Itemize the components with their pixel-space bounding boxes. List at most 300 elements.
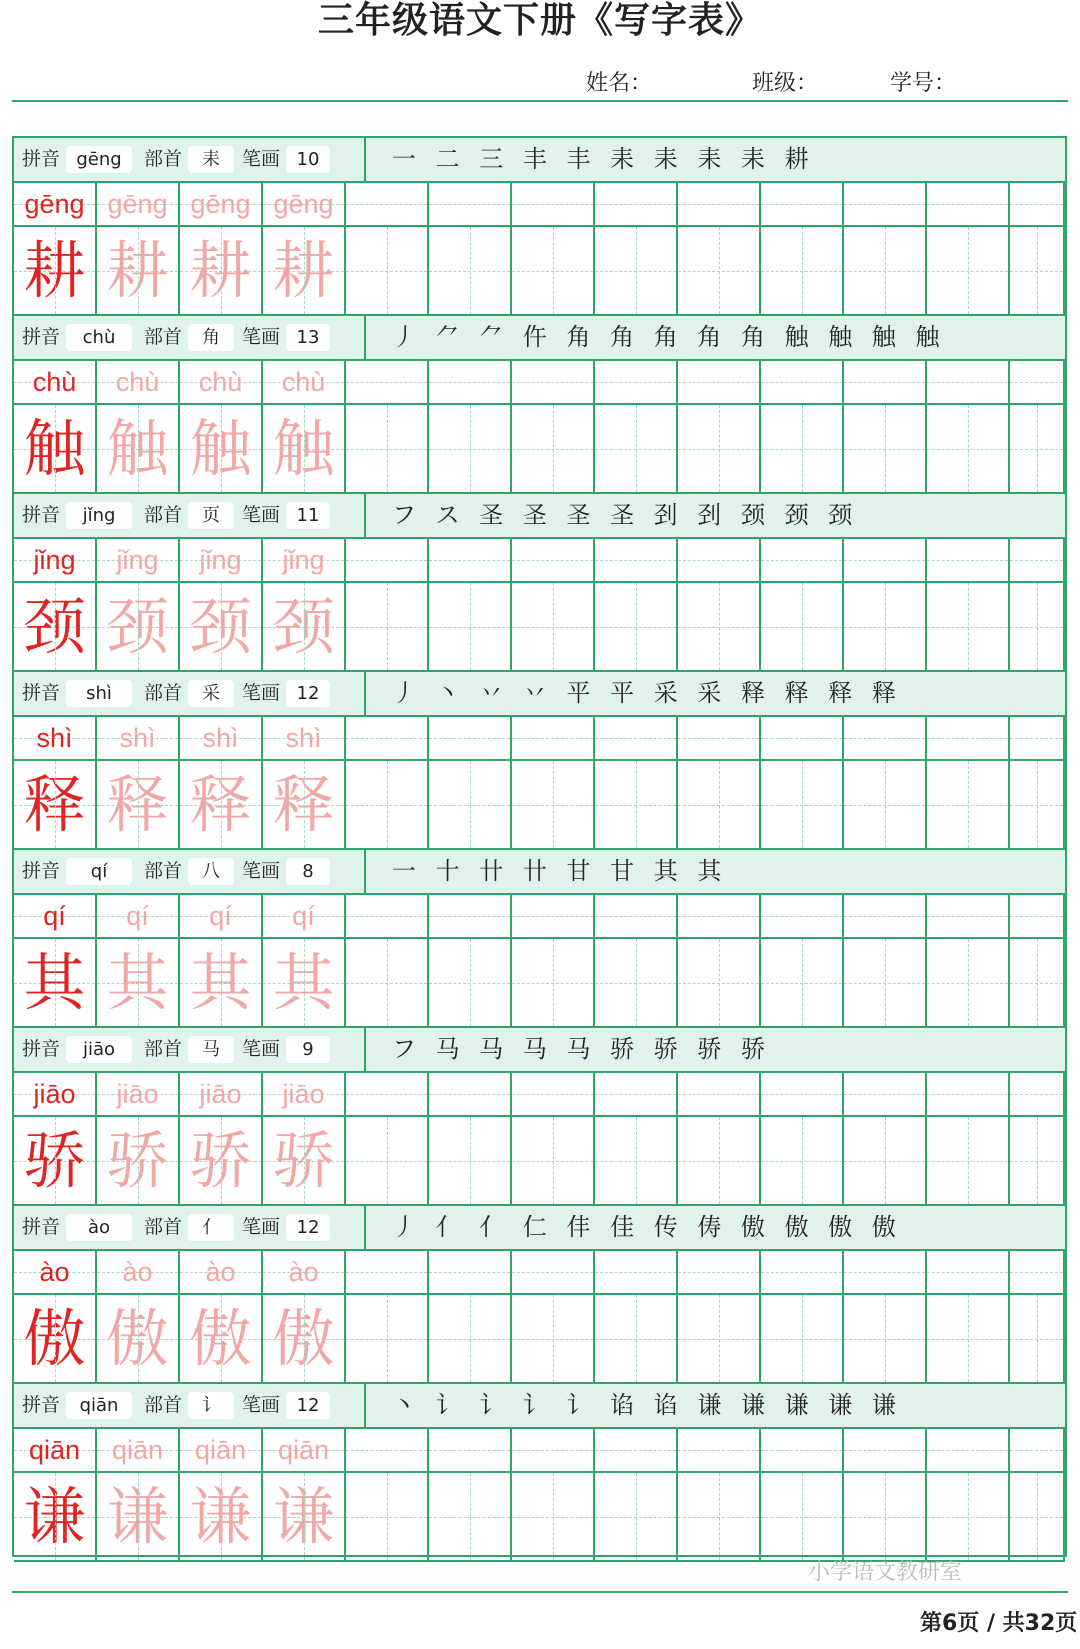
entry-header <box>14 1384 1065 1429</box>
stroke-count-label: 笔画 <box>242 326 281 348</box>
pinyin-cell[interactable] <box>595 1429 678 1473</box>
radical-value: 采 <box>188 680 234 707</box>
character-cell[interactable] <box>429 583 512 672</box>
pinyin-label: 拼音 <box>22 148 61 170</box>
radical-label: 部首 <box>144 326 183 348</box>
pinyin-cell <box>180 895 263 939</box>
character-cell <box>14 1295 97 1384</box>
character-cell[interactable] <box>346 405 429 494</box>
pinyin-cell[interactable] <box>346 895 429 939</box>
pinyin-cell[interactable] <box>595 1251 678 1295</box>
pinyin-cell[interactable] <box>595 717 678 761</box>
pinyin-model: chù <box>32 367 77 397</box>
character-cell[interactable] <box>678 1473 761 1562</box>
pinyin-trace: jǐng <box>199 545 242 575</box>
pinyin-cell[interactable] <box>927 183 1010 227</box>
character-cell[interactable] <box>927 1295 1010 1384</box>
character-cell <box>263 761 346 850</box>
pinyin-cell <box>14 361 97 405</box>
pinyin-cell <box>263 1429 346 1473</box>
pinyin-cell <box>97 539 180 583</box>
pinyin-cell[interactable] <box>1010 1251 1065 1295</box>
pinyin-cell[interactable] <box>1010 1429 1065 1473</box>
character-cell[interactable] <box>429 761 512 850</box>
character-cell[interactable] <box>512 583 595 672</box>
character-entry <box>14 1384 1065 1562</box>
pinyin-trace: ào <box>122 1257 153 1287</box>
character-cell[interactable] <box>844 583 927 672</box>
character-cell[interactable] <box>1010 1117 1065 1206</box>
character-cell[interactable] <box>429 405 512 494</box>
character-cell[interactable] <box>761 1117 844 1206</box>
character-model: 耕 <box>23 234 86 307</box>
character-cell <box>14 761 97 850</box>
character-cell[interactable] <box>1010 1473 1065 1562</box>
pinyin-cell <box>14 183 97 227</box>
pinyin-cell[interactable] <box>927 539 1010 583</box>
character-cell[interactable] <box>429 1117 512 1206</box>
pinyin-cell <box>263 717 346 761</box>
character-cell <box>263 939 346 1028</box>
pinyin-cell[interactable] <box>346 361 429 405</box>
pinyin-trace: ào <box>205 1257 236 1287</box>
pinyin-cell[interactable] <box>512 539 595 583</box>
pinyin-cell[interactable] <box>844 895 927 939</box>
character-entry <box>14 850 1065 1028</box>
pinyin-trace: qí <box>209 901 232 931</box>
stroke-count-label: 笔画 <box>242 1038 281 1060</box>
pinyin-cell[interactable] <box>429 1429 512 1473</box>
character-trace: 耕 <box>272 234 335 307</box>
character-cell[interactable] <box>927 405 1010 494</box>
character-model: 颈 <box>23 590 86 663</box>
pinyin-cell <box>263 183 346 227</box>
character-cell[interactable] <box>346 227 429 316</box>
character-cell[interactable] <box>678 939 761 1028</box>
character-cell[interactable] <box>595 405 678 494</box>
radical-value: 亻 <box>188 1214 234 1241</box>
character-cell[interactable] <box>678 405 761 494</box>
character-trace: 耕 <box>189 234 252 307</box>
pinyin-cell <box>14 539 97 583</box>
pinyin-cell[interactable] <box>678 895 761 939</box>
character-cell[interactable] <box>761 227 844 316</box>
pinyin-model: qiān <box>28 1435 81 1465</box>
pinyin-label: 拼音 <box>22 682 61 704</box>
character-cell[interactable] <box>429 1473 512 1562</box>
character-cell[interactable] <box>678 1117 761 1206</box>
character-cell[interactable] <box>512 1295 595 1384</box>
stroke-count-value: 11 <box>286 502 330 529</box>
character-cell[interactable] <box>1010 761 1065 850</box>
character-cell <box>263 1473 346 1562</box>
character-cell <box>180 1473 263 1562</box>
character-trace: 释 <box>189 768 252 841</box>
character-cell[interactable] <box>595 939 678 1028</box>
pinyin-value: ào <box>66 1214 132 1241</box>
pinyin-cell[interactable] <box>429 717 512 761</box>
character-cell[interactable] <box>761 761 844 850</box>
radical-label: 部首 <box>144 1216 183 1238</box>
pinyin-value: gēng <box>66 146 132 173</box>
pinyin-cell <box>14 1073 97 1117</box>
character-cell[interactable] <box>761 1473 844 1562</box>
pinyin-cell[interactable] <box>761 1429 844 1473</box>
pinyin-cell[interactable] <box>927 1251 1010 1295</box>
character-cell <box>97 1295 180 1384</box>
character-trace: 触 <box>189 412 252 485</box>
pinyin-cell[interactable] <box>512 183 595 227</box>
stroke-order: フ 马 马 马 马 骄 骄 骄 骄 <box>392 1035 772 1063</box>
character-cell[interactable] <box>1010 939 1065 1028</box>
pinyin-cell[interactable] <box>512 1429 595 1473</box>
character-cell[interactable] <box>1010 583 1065 672</box>
character-cell[interactable] <box>927 1473 1010 1562</box>
character-cell[interactable] <box>1010 227 1065 316</box>
character-cell[interactable] <box>346 1117 429 1206</box>
character-cell[interactable] <box>512 1473 595 1562</box>
pinyin-cell <box>263 539 346 583</box>
pinyin-cell[interactable] <box>678 1429 761 1473</box>
character-cell[interactable] <box>761 939 844 1028</box>
character-cell <box>180 405 263 494</box>
pinyin-cell[interactable] <box>844 361 927 405</box>
pinyin-cell[interactable] <box>678 183 761 227</box>
pinyin-cell[interactable] <box>595 361 678 405</box>
character-cell[interactable] <box>927 939 1010 1028</box>
pinyin-trace: jiāo <box>199 1079 242 1109</box>
pinyin-trace: gēng <box>190 189 251 219</box>
character-cell <box>97 583 180 672</box>
pinyin-trace: qiān <box>111 1435 164 1465</box>
character-trace: 触 <box>106 412 169 485</box>
character-cell <box>14 227 97 316</box>
pinyin-cell <box>180 539 263 583</box>
character-cell[interactable] <box>678 1295 761 1384</box>
pinyin-cell[interactable] <box>844 539 927 583</box>
character-cell[interactable] <box>678 227 761 316</box>
character-cell[interactable] <box>844 227 927 316</box>
pinyin-cell <box>14 895 97 939</box>
character-cell <box>263 1295 346 1384</box>
stroke-order: 丿 丶 丷 丷 平 平 采 采 释 释 释 释 <box>392 679 902 707</box>
pinyin-trace: jǐng <box>282 545 325 575</box>
character-model: 其 <box>23 946 86 1019</box>
pinyin-cell[interactable] <box>346 1073 429 1117</box>
character-cell[interactable] <box>512 939 595 1028</box>
pinyin-cell[interactable] <box>761 539 844 583</box>
pinyin-cell[interactable] <box>761 361 844 405</box>
character-cell <box>180 583 263 672</box>
pinyin-cell <box>97 895 180 939</box>
pinyin-label: 拼音 <box>22 326 61 348</box>
pinyin-trace: ào <box>288 1257 319 1287</box>
pinyin-cell[interactable] <box>844 1073 927 1117</box>
pinyin-cell[interactable] <box>595 1073 678 1117</box>
character-trace: 傲 <box>106 1302 169 1375</box>
character-cell[interactable] <box>429 939 512 1028</box>
pinyin-cell[interactable] <box>927 1429 1010 1473</box>
pinyin-cell[interactable] <box>678 1251 761 1295</box>
character-trace: 骄 <box>272 1124 335 1197</box>
pinyin-cell[interactable] <box>927 895 1010 939</box>
class-label: 班级： <box>752 71 819 96</box>
character-entry <box>14 494 1065 672</box>
stroke-count-label: 笔画 <box>242 1216 281 1238</box>
pinyin-cell[interactable] <box>1010 361 1065 405</box>
pinyin-cell[interactable] <box>429 895 512 939</box>
pinyin-model: gēng <box>24 189 85 219</box>
pinyin-label: 拼音 <box>22 860 61 882</box>
pinyin-model: jǐng <box>33 545 76 575</box>
pinyin-label: 拼音 <box>22 1394 61 1416</box>
character-cell[interactable] <box>844 1473 927 1562</box>
header-separator <box>364 138 366 181</box>
stroke-order: 一 十 卄 卄 甘 甘 其 其 <box>392 857 728 885</box>
pinyin-cell[interactable] <box>1010 1073 1065 1117</box>
character-cell <box>14 405 97 494</box>
pinyin-cell[interactable] <box>346 183 429 227</box>
character-trace: 其 <box>106 946 169 1019</box>
radical-value: 讠 <box>188 1392 234 1419</box>
radical-label: 部首 <box>144 860 183 882</box>
pinyin-cell[interactable] <box>512 361 595 405</box>
character-cell[interactable] <box>761 405 844 494</box>
pinyin-cell[interactable] <box>429 539 512 583</box>
character-cell[interactable] <box>346 939 429 1028</box>
character-cell[interactable] <box>595 1295 678 1384</box>
pinyin-cell <box>263 895 346 939</box>
character-cell <box>263 227 346 316</box>
pinyin-cell[interactable] <box>844 1429 927 1473</box>
entry-header <box>14 494 1065 539</box>
pinyin-cell <box>180 183 263 227</box>
pinyin-cell <box>180 717 263 761</box>
pinyin-cell[interactable] <box>429 183 512 227</box>
character-cell[interactable] <box>761 1295 844 1384</box>
pinyin-label: 拼音 <box>22 1216 61 1238</box>
writing-grid <box>14 539 1065 672</box>
stroke-order: 丿 亻 亻 仁 仹 佳 传 俦 傲 傲 傲 傲 <box>392 1213 902 1241</box>
character-cell <box>180 1295 263 1384</box>
character-cell[interactable] <box>512 405 595 494</box>
character-cell[interactable] <box>595 1473 678 1562</box>
character-cell[interactable] <box>512 761 595 850</box>
character-cell <box>263 405 346 494</box>
pinyin-cell[interactable] <box>346 1429 429 1473</box>
header-separator <box>364 672 366 715</box>
pinyin-cell[interactable] <box>595 895 678 939</box>
pinyin-cell[interactable] <box>678 539 761 583</box>
character-trace: 颈 <box>106 590 169 663</box>
writing-grid <box>14 1251 1065 1384</box>
pinyin-cell[interactable] <box>927 717 1010 761</box>
character-cell <box>180 761 263 850</box>
character-cell <box>14 939 97 1028</box>
character-trace: 释 <box>106 768 169 841</box>
stroke-count-label: 笔画 <box>242 682 281 704</box>
radical-value: 八 <box>188 858 234 885</box>
character-cell[interactable] <box>1010 405 1065 494</box>
character-cell[interactable] <box>844 1117 927 1206</box>
character-cell[interactable] <box>927 1117 1010 1206</box>
name-label: 姓名： <box>586 71 653 96</box>
entry-header <box>14 850 1065 895</box>
stroke-order: 一 二 三 丰 丰 耒 耒 耒 耒 耕 <box>392 145 815 173</box>
pinyin-trace: gēng <box>273 189 334 219</box>
stroke-count-value: 9 <box>286 1036 330 1063</box>
character-cell[interactable] <box>346 583 429 672</box>
header-separator <box>364 316 366 359</box>
character-trace: 其 <box>272 946 335 1019</box>
pinyin-trace: shì <box>202 723 239 753</box>
radical-label: 部首 <box>144 1038 183 1060</box>
pinyin-cell <box>180 1429 263 1473</box>
entry-header <box>14 1028 1065 1073</box>
pinyin-cell[interactable] <box>678 1073 761 1117</box>
pinyin-cell[interactable] <box>346 717 429 761</box>
practice-sheet <box>12 136 1067 1557</box>
pinyin-cell[interactable] <box>678 717 761 761</box>
pinyin-trace: chù <box>281 367 326 397</box>
pinyin-cell[interactable] <box>844 1251 927 1295</box>
character-cell[interactable] <box>927 761 1010 850</box>
character-cell <box>97 227 180 316</box>
pinyin-cell[interactable] <box>595 539 678 583</box>
pinyin-cell[interactable] <box>1010 717 1065 761</box>
pinyin-cell[interactable] <box>761 717 844 761</box>
character-cell <box>180 1117 263 1206</box>
pinyin-cell[interactable] <box>678 361 761 405</box>
pinyin-model: ào <box>39 1257 70 1287</box>
pinyin-cell[interactable] <box>429 1073 512 1117</box>
character-cell[interactable] <box>346 761 429 850</box>
entry-header <box>14 672 1065 717</box>
character-cell[interactable] <box>429 227 512 316</box>
character-cell <box>97 1117 180 1206</box>
stroke-count-value: 10 <box>286 146 330 173</box>
pinyin-value: qiān <box>66 1392 132 1419</box>
writing-grid <box>14 717 1065 850</box>
character-cell[interactable] <box>678 583 761 672</box>
character-cell[interactable] <box>761 583 844 672</box>
pinyin-cell[interactable] <box>512 895 595 939</box>
stroke-count-value: 13 <box>286 324 330 351</box>
pinyin-value: jiāo <box>66 1036 132 1063</box>
pinyin-trace: shì <box>285 723 322 753</box>
pinyin-model: jiāo <box>33 1079 76 1109</box>
character-cell[interactable] <box>844 939 927 1028</box>
character-trace: 谦 <box>189 1480 252 1553</box>
character-cell[interactable] <box>927 583 1010 672</box>
stroke-count-label: 笔画 <box>242 504 281 526</box>
character-trace: 骄 <box>189 1124 252 1197</box>
character-cell[interactable] <box>429 1295 512 1384</box>
stroke-order: フ ス 圣 圣 圣 圣 刭 刭 颈 颈 颈 <box>392 501 859 529</box>
pinyin-label: 拼音 <box>22 1038 61 1060</box>
pinyin-cell[interactable] <box>927 1073 1010 1117</box>
pinyin-cell[interactable] <box>429 361 512 405</box>
stroke-count-label: 笔画 <box>242 148 281 170</box>
character-entry <box>14 138 1065 316</box>
pinyin-cell[interactable] <box>761 1073 844 1117</box>
pinyin-cell[interactable] <box>761 183 844 227</box>
pinyin-cell[interactable] <box>512 717 595 761</box>
header-divider <box>12 100 1068 102</box>
character-cell[interactable] <box>1010 1295 1065 1384</box>
pinyin-cell[interactable] <box>346 1251 429 1295</box>
pinyin-cell[interactable] <box>1010 895 1065 939</box>
pinyin-cell[interactable] <box>927 361 1010 405</box>
radical-value: 角 <box>188 324 234 351</box>
character-cell[interactable] <box>512 1117 595 1206</box>
pinyin-cell[interactable] <box>1010 183 1065 227</box>
entry-header <box>14 138 1065 183</box>
pinyin-cell[interactable] <box>844 183 927 227</box>
writing-grid <box>14 1073 1065 1206</box>
pinyin-trace: qiān <box>194 1435 247 1465</box>
pinyin-cell[interactable] <box>1010 539 1065 583</box>
radical-label: 部首 <box>144 148 183 170</box>
character-cell[interactable] <box>595 761 678 850</box>
pinyin-cell[interactable] <box>761 895 844 939</box>
radical-value: 页 <box>188 502 234 529</box>
pinyin-cell <box>263 361 346 405</box>
pinyin-model: qí <box>43 901 66 931</box>
character-cell <box>97 1473 180 1562</box>
character-cell[interactable] <box>512 227 595 316</box>
character-cell[interactable] <box>346 1295 429 1384</box>
pinyin-cell <box>97 717 180 761</box>
character-cell[interactable] <box>595 583 678 672</box>
character-model: 傲 <box>23 1302 86 1375</box>
pinyin-cell[interactable] <box>346 539 429 583</box>
character-cell[interactable] <box>927 227 1010 316</box>
character-cell[interactable] <box>346 1473 429 1562</box>
pinyin-trace: jiāo <box>282 1079 325 1109</box>
pinyin-trace: chù <box>198 367 243 397</box>
character-model: 触 <box>23 412 86 485</box>
pinyin-cell[interactable] <box>512 1073 595 1117</box>
character-model: 释 <box>23 768 86 841</box>
pinyin-cell <box>180 1073 263 1117</box>
pinyin-trace: gēng <box>107 189 168 219</box>
pinyin-cell[interactable] <box>761 1251 844 1295</box>
page-title: 三年级语文下册《写字表》 <box>317 0 762 41</box>
pinyin-cell <box>180 1251 263 1295</box>
writing-grid <box>14 361 1065 494</box>
character-cell[interactable] <box>595 1117 678 1206</box>
character-cell[interactable] <box>844 1295 927 1384</box>
character-cell[interactable] <box>595 227 678 316</box>
stroke-count-label: 笔画 <box>242 1394 281 1416</box>
pinyin-cell[interactable] <box>844 717 927 761</box>
pinyin-trace: shì <box>119 723 156 753</box>
stroke-order: 丶 讠 讠 讠 讠 谄 谄 谦 谦 谦 谦 谦 <box>392 1391 902 1419</box>
pinyin-cell[interactable] <box>429 1251 512 1295</box>
character-cell[interactable] <box>844 405 927 494</box>
pinyin-cell[interactable] <box>512 1251 595 1295</box>
character-trace: 颈 <box>272 590 335 663</box>
pinyin-cell <box>263 1251 346 1295</box>
character-cell <box>97 939 180 1028</box>
stroke-count-label: 笔画 <box>242 860 281 882</box>
character-cell <box>180 227 263 316</box>
pinyin-cell[interactable] <box>595 183 678 227</box>
character-cell[interactable] <box>678 761 761 850</box>
character-cell[interactable] <box>844 761 927 850</box>
pinyin-trace: chù <box>115 367 160 397</box>
